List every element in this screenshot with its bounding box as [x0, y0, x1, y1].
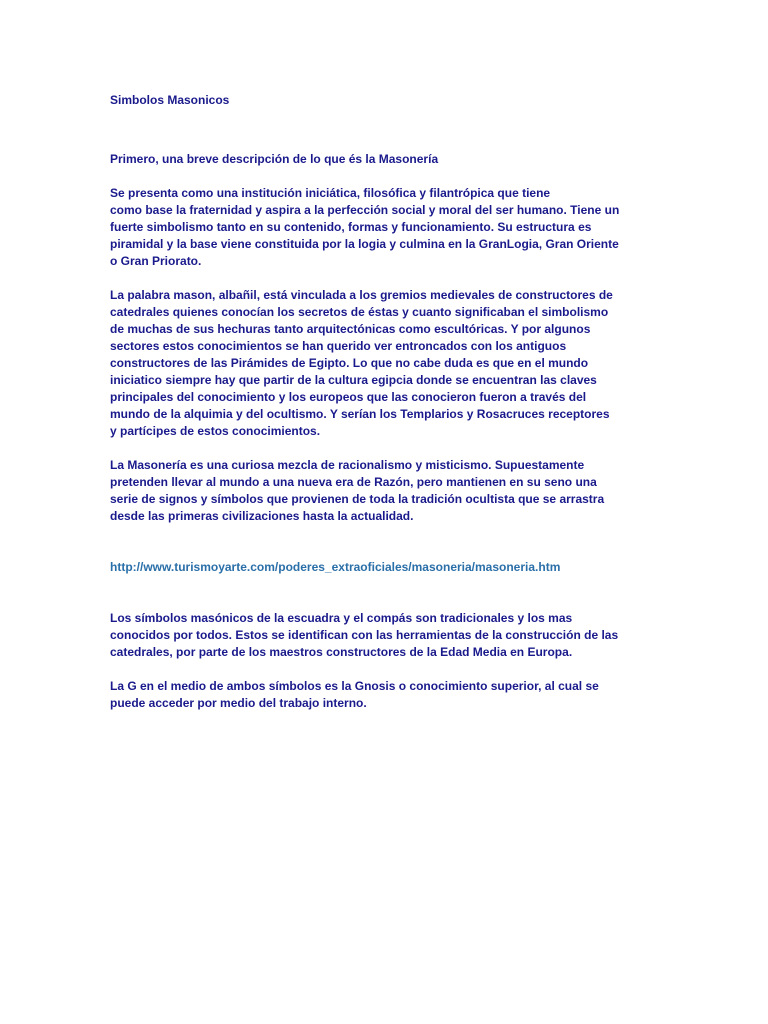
- paragraph-definition: Se presenta como una institución iniciática, filosófica y filantrópica que tiene como base la fraternidad y aspira a la perfección social y moral del ser humano. Tiene un fuerte simbolismo tanto en su contenido, formas y funcionamiento. Su estructura es piramidal y la base viene constituida por la logia y culmina en la GranLogia, Gran Oriente o Gran Priorato.: [110, 186, 620, 268]
- spacer: [110, 576, 670, 610]
- link-paragraph: [110, 542, 670, 576]
- document-subtitle: Primero, una breve descripción de lo que és la Masonería: [110, 152, 439, 166]
- paragraph-symbols: Los símbolos masónicos de la escuadra y el compás son tradicionales y los mas conocidos por todos. Estos se identifican con las herramientas de la construcción de las catedrales, por parte de los maestros constructores de la Edad Media en Europa.: [110, 611, 619, 659]
- paragraph-origins: La palabra mason, albañil, está vinculada a los gremios medievales de constructores de catedrales quienes conocían los secretos de éstas y cuanto significaban el simbolismo de muchas de sus hechuras tanto arquitectónicas como escultóricas. Y por algunos sectores estos conocimientos se han querido ver entroncados con los antiguos constructores de las Pirámides de Egipto. Lo que no cabe duda es que en el mundo iniciatico siempre hay que partir de la cultura egipcia donde se encuentran las claves principales del conocimiento y los europeos que las conocieron fueron a través del mundo de la alquimia y del ocultismo. Y serían los Templarios y Rosacruces receptores y partícipes de estos conocimientos.: [110, 288, 613, 438]
- spacer: [110, 440, 670, 457]
- spacer: [110, 109, 670, 151]
- paragraph-gnosis: La G en el medio de ambos símbolos es la Gnosis o conocimiento superior, al cual se puede acceder por medio del trabajo interno.: [110, 679, 599, 710]
- spacer: [110, 168, 670, 185]
- spacer: [110, 525, 670, 542]
- spacer: [110, 661, 670, 678]
- document-title: Simbolos Masonicos: [110, 93, 230, 107]
- paragraph-rationalism: La Masonería es una curiosa mezcla de racionalismo y misticismo. Supuestamente pretenden llevar al mundo a una nueva era de Razón, pero mantienen en su seno una serie de signos y símbolos que provienen de toda la tradición ocultista que se arrastra desde las primeras civilizaciones hasta la actualidad.: [110, 458, 605, 523]
- spacer: [110, 270, 670, 287]
- source-link[interactable]: http://www.turismoyarte.com/poderes_extraoficiales/masoneria/masoneria.htm: [110, 560, 561, 574]
- document-body: [110, 92, 670, 712]
